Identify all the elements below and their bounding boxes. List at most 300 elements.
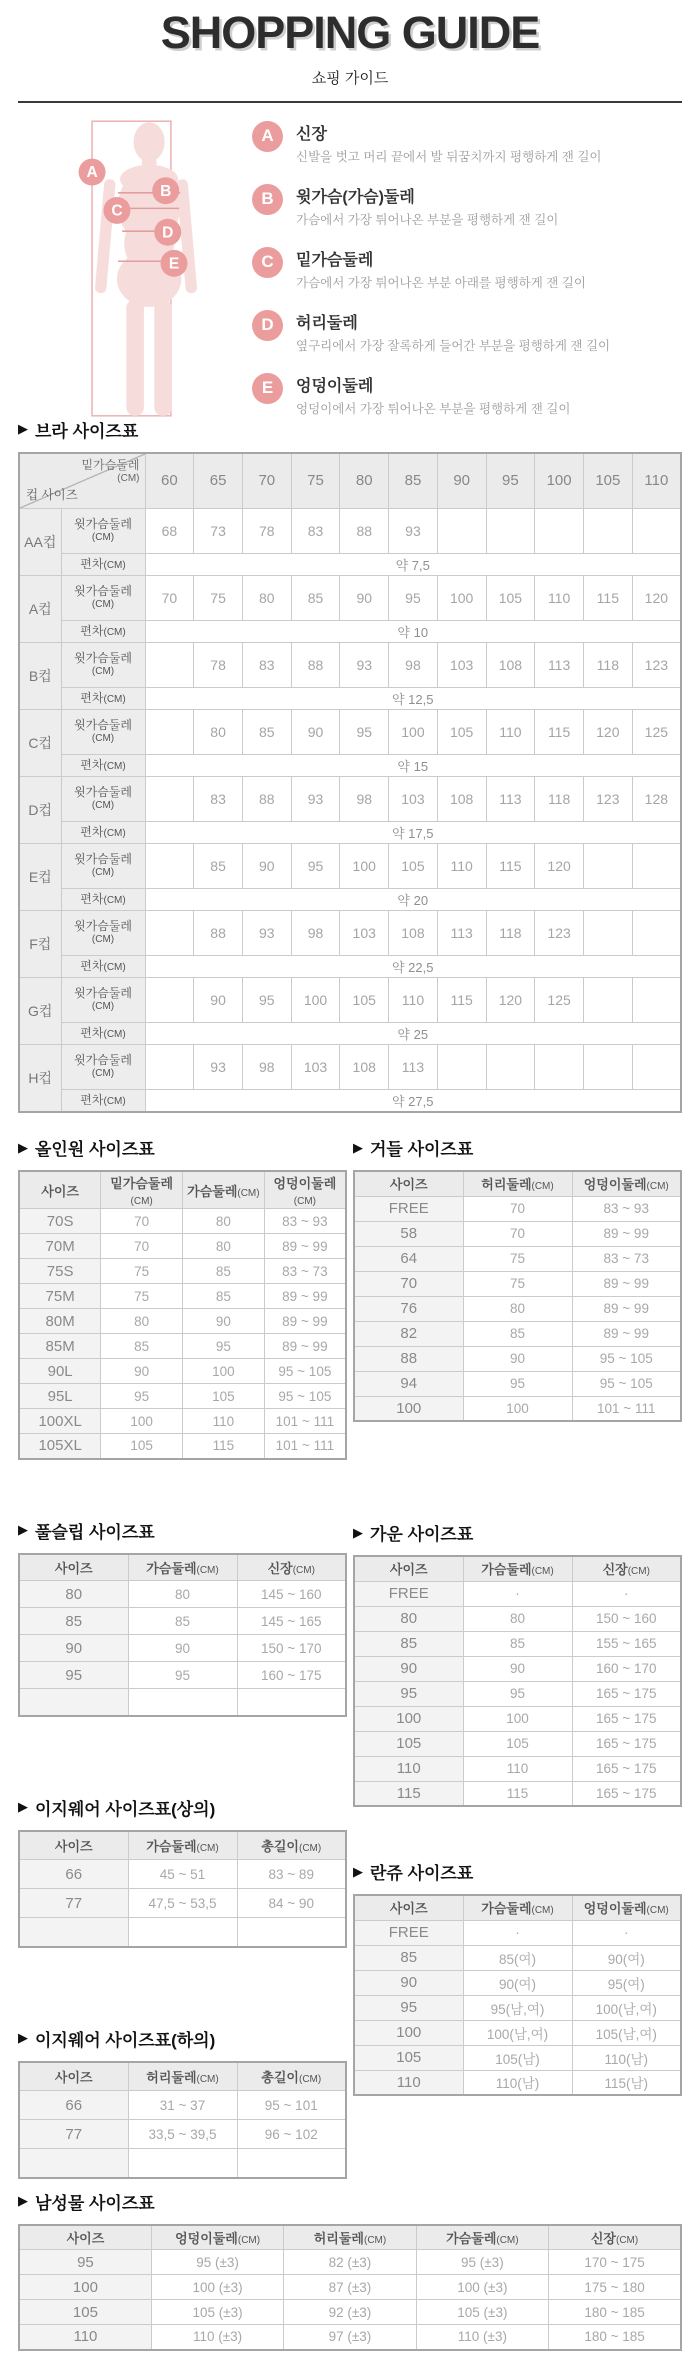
bust-value: 120 (632, 576, 681, 621)
unit-label: (CM) (496, 2234, 519, 2246)
cup-name: H컵 (19, 1045, 61, 1113)
unit-label: (CM) (103, 1095, 126, 1107)
cell-value: 165 ~ 175 (572, 1681, 681, 1706)
column-header: 사이즈 (354, 1895, 463, 1920)
table-row (354, 1196, 681, 1221)
cell-value: 145 ~ 160 (237, 1581, 346, 1608)
row-size: 95 (19, 1662, 128, 1689)
lanju-section (353, 1859, 682, 2096)
column-header: 가슴둘레(CM) (463, 1556, 572, 1581)
row-size: 85 (354, 1945, 463, 1970)
table-row (19, 1689, 346, 1716)
table-row (354, 1920, 681, 1945)
measure-guide-item (252, 247, 682, 291)
bust-value: 108 (389, 911, 438, 956)
bust-value (145, 710, 194, 755)
bust-value (535, 509, 584, 554)
cell-value: 80 (183, 1234, 265, 1259)
measure-texts (296, 184, 558, 228)
table-row (354, 1945, 681, 1970)
cell-value: 80 (463, 1606, 572, 1631)
row-size: 110 (19, 2325, 151, 2350)
band-size-header: 85 (389, 453, 438, 509)
cell-value: 95(남,여) (463, 1995, 572, 2020)
cell-value: 105 (183, 1384, 265, 1409)
table-row (19, 2325, 681, 2350)
bust-value: 110 (437, 844, 486, 889)
row-size: 85 (354, 1631, 463, 1656)
cell-value: 150 ~ 170 (237, 1635, 346, 1662)
measure-title: 윗가슴(가슴)둘레 (296, 188, 415, 206)
bust-value: 90 (291, 710, 340, 755)
table-row (354, 1246, 681, 1271)
table-row (354, 1396, 681, 1421)
band-size-header: 90 (437, 453, 486, 509)
measure-desc: 가슴에서 가장 튀어나온 부분을 평행하게 잰 길이 (296, 212, 559, 227)
row-size: 90 (354, 1656, 463, 1681)
unit-label: (CM) (103, 760, 126, 772)
table-row (19, 1635, 346, 1662)
bust-value (535, 1045, 584, 1090)
cell-value: 80 (128, 1581, 237, 1608)
row-size: 100 (354, 1706, 463, 1731)
header-row (19, 1171, 346, 1209)
bust-value: 120 (583, 710, 632, 755)
row-size: 100XL (19, 1409, 101, 1434)
cell-value: 95(여) (572, 1970, 681, 1995)
cell-value: 95 ~ 105 (264, 1384, 346, 1409)
unit-label: (CM) (103, 961, 126, 973)
bust-value: 125 (535, 978, 584, 1023)
cell-value: · (572, 1581, 681, 1606)
bust-value: 118 (486, 911, 535, 956)
cell-value: 85 (128, 1608, 237, 1635)
table-row (19, 1409, 346, 1434)
easywear-top-size-table (18, 1830, 347, 1948)
row-size (19, 1689, 128, 1716)
section-heading (18, 1518, 347, 1543)
cell-value: 83 ~ 73 (264, 1259, 346, 1284)
cell-value: 105(남,여) (572, 2020, 681, 2045)
bust-value: 83 (242, 643, 291, 688)
table-row (19, 1234, 346, 1259)
bust-value: 105 (389, 844, 438, 889)
cell-value: 90 (183, 1309, 265, 1334)
bust-value: 98 (242, 1045, 291, 1090)
column-header: 엉덩이둘레(CM) (572, 1171, 681, 1196)
measure-guide-item (252, 184, 682, 228)
cell-value: 96 ~ 102 (237, 2120, 346, 2149)
cell-value: 90 (101, 1359, 183, 1384)
cell-value: 84 ~ 90 (237, 1889, 346, 1918)
table-row (354, 2045, 681, 2070)
bust-value: 100 (437, 576, 486, 621)
allinone-size-table (18, 1170, 347, 1460)
row-size: FREE (354, 1196, 463, 1221)
cell-value: 105 (463, 1731, 572, 1756)
bra-bust-row (19, 509, 681, 554)
bust-value (145, 978, 194, 1023)
column-header: 사이즈 (19, 2062, 128, 2091)
header-row (19, 1554, 346, 1581)
cell-value: 175 ~ 180 (549, 2275, 681, 2300)
cell-value (128, 2149, 237, 2178)
table-row (19, 2250, 681, 2275)
bust-value: 108 (437, 777, 486, 822)
cell-value: 95 (±3) (151, 2250, 283, 2275)
bra-bust-row (19, 911, 681, 956)
bra-deviation-row (19, 621, 681, 643)
measure-title: 엉덩이둘레 (296, 377, 374, 395)
cell-value: 110(남) (572, 2045, 681, 2070)
column-header: 총길이(CM) (237, 1831, 346, 1860)
bust-value: 123 (535, 911, 584, 956)
row-size: 76 (354, 1296, 463, 1321)
table-row (354, 2070, 681, 2095)
band-size-header: 60 (145, 453, 194, 509)
triangle-marker-icon: ▶ (353, 1524, 363, 1540)
gown-section (353, 1520, 682, 1807)
unit-label: (CM) (298, 1842, 322, 1854)
column-header: 사이즈 (19, 1831, 128, 1860)
bust-value: 98 (389, 643, 438, 688)
table-row (19, 1284, 346, 1309)
cell-value: 80 (101, 1309, 183, 1334)
bra-size-table (18, 452, 682, 1114)
row-size: 110 (354, 2070, 463, 2095)
deviation-value: 약 20 (145, 889, 681, 911)
cell-value: 95 (463, 1371, 572, 1396)
measure-desc: 엉덩이에서 가장 튀어나온 부분을 평행하게 잰 길이 (296, 401, 571, 416)
table-row (19, 2120, 346, 2149)
row-size: 94 (354, 1371, 463, 1396)
girdle-size-table (353, 1170, 682, 1422)
bust-value: 90 (194, 978, 243, 1023)
cell-value: 83 ~ 93 (572, 1196, 681, 1221)
cell-value: 110 (183, 1409, 265, 1434)
table-row (354, 1656, 681, 1681)
unit-label: (CM) (627, 1566, 650, 1578)
column-header: 엉덩이둘레(CM) (572, 1895, 681, 1920)
bust-value: 88 (194, 911, 243, 956)
measure-letter-badge: C (252, 247, 283, 278)
cell-value: 95 ~ 105 (572, 1371, 681, 1396)
cell-value: 180 ~ 185 (549, 2300, 681, 2325)
row-size: 70S (19, 1209, 101, 1234)
bust-value: 68 (145, 509, 194, 554)
bust-value: 93 (194, 1045, 243, 1090)
column-header: 가슴둘레(CM) (128, 1554, 237, 1581)
mens-size-section (18, 2189, 682, 2351)
bust-value: 98 (291, 911, 340, 956)
deviation-row-label: 편차(CM) (61, 956, 145, 978)
cell-value: 90 (128, 1635, 237, 1662)
cell-value: 70 (101, 1234, 183, 1259)
table-row (354, 1271, 681, 1296)
row-size: 105 (19, 2300, 151, 2325)
cell-value: 95 ~ 105 (264, 1359, 346, 1384)
cell-value: 110 (463, 1756, 572, 1781)
cell-value: 95 ~ 105 (572, 1346, 681, 1371)
cup-name: A컵 (19, 576, 61, 643)
unit-label: (CM) (103, 626, 126, 638)
bust-value: 98 (340, 777, 389, 822)
bra-bust-row (19, 777, 681, 822)
measure-desc: 신발을 벗고 머리 끝에서 발 뒤꿈치까지 평행하게 잰 길이 (296, 149, 602, 164)
bust-value (583, 978, 632, 1023)
figure-badge-letter: C (111, 202, 123, 220)
unit-label: (CM) (196, 2073, 219, 2085)
cell-value: 47,5 ~ 53,5 (128, 1889, 237, 1918)
cell-value: 70 (101, 1209, 183, 1234)
cell-value: 89 ~ 99 (264, 1334, 346, 1359)
bra-size-section (18, 417, 682, 1114)
column-header: 총길이(CM) (237, 2062, 346, 2091)
corner-cup-label: 컵 사이즈 (26, 488, 78, 502)
unit-label: (CM) (615, 2234, 639, 2246)
bust-value (632, 844, 681, 889)
easywear-top-section (18, 1795, 347, 1948)
cell-value: 85 (463, 1321, 572, 1346)
measure-texts (296, 247, 586, 291)
measure-letter-badge: B (252, 184, 283, 215)
bust-value: 115 (535, 710, 584, 755)
unit-label: (CM) (531, 1181, 554, 1193)
bust-value: 90 (340, 576, 389, 621)
row-size: 70M (19, 1234, 101, 1259)
measure-letter-badge: D (252, 310, 283, 341)
cell-value: 110 (±3) (151, 2325, 283, 2350)
bust-value: 108 (486, 643, 535, 688)
bust-value: 100 (291, 978, 340, 1023)
cell-value: 101 ~ 111 (572, 1396, 681, 1421)
bust-value: 103 (437, 643, 486, 688)
column-header: 허리둘레(CM) (463, 1171, 572, 1196)
cell-value: 165 ~ 175 (572, 1731, 681, 1756)
bust-value: 105 (340, 978, 389, 1023)
row-size: 115 (354, 1781, 463, 1806)
section-heading (18, 417, 682, 442)
cell-value: 89 ~ 99 (572, 1296, 681, 1321)
bust-value: 110 (486, 710, 535, 755)
bra-bust-row (19, 576, 681, 621)
unit-label: (CM) (91, 532, 115, 544)
cell-value (128, 1689, 237, 1716)
bust-value: 78 (194, 643, 243, 688)
table-row (19, 1434, 346, 1459)
bust-value: 88 (291, 643, 340, 688)
row-size: 66 (19, 2091, 128, 2120)
bust-value: 123 (632, 643, 681, 688)
column-header: 밑가슴둘레(CM) (101, 1171, 183, 1209)
table-row (354, 1221, 681, 1246)
cell-value: 85 (101, 1334, 183, 1359)
cell-value: 70 (463, 1221, 572, 1246)
cell-value: 75 (463, 1271, 572, 1296)
measure-texts (296, 121, 602, 165)
deviation-value: 약 17,5 (145, 822, 681, 844)
table-row (19, 1359, 346, 1384)
band-size-header: 95 (486, 453, 535, 509)
bust-value: 73 (194, 509, 243, 554)
table-row (354, 1346, 681, 1371)
bust-value: 95 (242, 978, 291, 1023)
section-heading-text: 풀슬립 사이즈표 (35, 1522, 155, 1542)
section-heading (18, 2026, 347, 2051)
cell-value: 85(여) (463, 1945, 572, 1970)
bra-deviation-row (19, 822, 681, 844)
cell-value: 105 (±3) (416, 2300, 548, 2325)
bust-value: 93 (389, 509, 438, 554)
cell-value: 82 (±3) (284, 2250, 416, 2275)
easywear-bottom-size-table (18, 2061, 347, 2179)
cell-value: 165 ~ 175 (572, 1781, 681, 1806)
bust-value: 125 (632, 710, 681, 755)
band-size-header: 110 (632, 453, 681, 509)
section-heading (353, 1135, 682, 1160)
measure-texts (296, 373, 570, 417)
bust-value: 115 (437, 978, 486, 1023)
cell-value: 83 ~ 73 (572, 1246, 681, 1271)
bust-value: 118 (583, 643, 632, 688)
bust-value: 123 (583, 777, 632, 822)
row-size: FREE (354, 1581, 463, 1606)
bust-row-label: 윗가슴둘레 (CM) (61, 576, 145, 621)
measure-title: 밑가슴둘레 (296, 251, 374, 269)
bust-row-label: 윗가슴둘레 (CM) (61, 643, 145, 688)
table-row (19, 1860, 346, 1889)
column-header: 신장(CM) (237, 1554, 346, 1581)
bust-value (145, 844, 194, 889)
column-header: 가슴둘레(CM) (128, 1831, 237, 1860)
cell-value: 85 (463, 1631, 572, 1656)
bust-value: 100 (389, 710, 438, 755)
page-header (18, 0, 682, 88)
cell-value: 89 ~ 99 (264, 1234, 346, 1259)
column-header: 사이즈 (354, 1171, 463, 1196)
bust-value: 113 (389, 1045, 438, 1090)
cell-value: 160 ~ 175 (237, 1662, 346, 1689)
cell-value: 90 (463, 1346, 572, 1371)
cell-value: · (572, 1920, 681, 1945)
table-row (19, 1334, 346, 1359)
cell-value: 95 (183, 1334, 265, 1359)
row-size: 95 (354, 1995, 463, 2020)
column-header: 사이즈 (19, 1554, 128, 1581)
section-heading (18, 1795, 347, 1820)
cell-value: 155 ~ 165 (572, 1631, 681, 1656)
left-column (18, 1135, 347, 2179)
deviation-value: 약 25 (145, 1023, 681, 1045)
row-size: 66 (19, 1860, 128, 1889)
cell-value: 170 ~ 175 (549, 2250, 681, 2275)
header-row (19, 1831, 346, 1860)
cell-value: 80 (463, 1296, 572, 1321)
column-header: 가슴둘레(CM) (463, 1895, 572, 1920)
unit-label: (CM) (91, 599, 115, 611)
table-row (19, 1309, 346, 1334)
section-heading (353, 1520, 682, 1545)
gown-size-table (353, 1555, 682, 1807)
allinone-section (18, 1135, 347, 1460)
section-heading-text: 이지웨어 사이즈표(상의) (35, 1799, 216, 1819)
cell-value: 95 (101, 1384, 183, 1409)
bust-value (145, 911, 194, 956)
row-size: FREE (354, 1920, 463, 1945)
band-size-header: 70 (242, 453, 291, 509)
unit-label: (CM) (103, 894, 126, 906)
row-size: 64 (354, 1246, 463, 1271)
table-row (354, 1970, 681, 1995)
section-heading (353, 1859, 682, 1884)
unit-label: (CM) (646, 1905, 669, 1917)
triangle-marker-icon: ▶ (18, 2030, 28, 2045)
measure-title: 신장 (296, 125, 327, 143)
unit-label: (CM) (103, 827, 126, 839)
deviation-row-label: 편차(CM) (61, 1090, 145, 1113)
bust-value: 105 (437, 710, 486, 755)
unit-label: (CM) (91, 1068, 115, 1080)
page-subtitle: 쇼핑 가이드 (311, 69, 389, 87)
column-header: 사이즈 (354, 1556, 463, 1581)
unit-label: (CM) (292, 1564, 315, 1576)
table-row (19, 1259, 346, 1284)
bust-value: 93 (340, 643, 389, 688)
unit-label: (CM) (91, 733, 115, 745)
triangle-marker-icon: ▶ (18, 2193, 28, 2208)
cell-value: 165 ~ 175 (572, 1756, 681, 1781)
bust-value: 108 (340, 1045, 389, 1090)
column-header: 가슴둘레(CM) (183, 1171, 265, 1209)
cell-value: 110 (±3) (416, 2325, 548, 2350)
cell-value (128, 1918, 237, 1947)
triangle-marker-icon: ▶ (18, 1139, 28, 1155)
row-size: 100 (354, 2020, 463, 2045)
triangle-marker-icon: ▶ (18, 1522, 28, 1537)
bust-value: 88 (340, 509, 389, 554)
cell-value: 145 ~ 165 (237, 1608, 346, 1635)
bust-value: 120 (535, 844, 584, 889)
cell-value: · (463, 1581, 572, 1606)
unit-label: (CM) (117, 472, 140, 484)
bust-value: 85 (194, 844, 243, 889)
row-size: 100 (19, 2275, 151, 2300)
cup-name: G컵 (19, 978, 61, 1045)
cell-value: 33,5 ~ 39,5 (128, 2120, 237, 2149)
deviation-value: 약 15 (145, 755, 681, 777)
triangle-marker-icon: ▶ (353, 1139, 363, 1155)
column-header: 신장(CM) (572, 1556, 681, 1581)
fullslip-section (18, 1518, 347, 1717)
table-row (19, 1581, 346, 1608)
measure-guide-section (18, 103, 682, 416)
bra-deviation-row (19, 688, 681, 710)
row-size: 75S (19, 1259, 101, 1284)
section-heading-text: 남성물 사이즈표 (35, 2193, 155, 2213)
section-heading-text: 올인원 사이즈표 (35, 1140, 155, 1159)
deviation-row-label: 편차(CM) (61, 554, 145, 576)
row-size: 80 (19, 1581, 128, 1608)
table-row (354, 1631, 681, 1656)
cell-value: 87 (±3) (284, 2275, 416, 2300)
cell-value: 89 ~ 99 (572, 1221, 681, 1246)
section-heading-text: 브라 사이즈표 (35, 421, 139, 441)
row-size: 75M (19, 1284, 101, 1309)
measure-texts (296, 310, 610, 354)
cup-name: AA컵 (19, 509, 61, 576)
triangle-marker-icon: ▶ (353, 1863, 363, 1879)
bra-deviation-row (19, 755, 681, 777)
